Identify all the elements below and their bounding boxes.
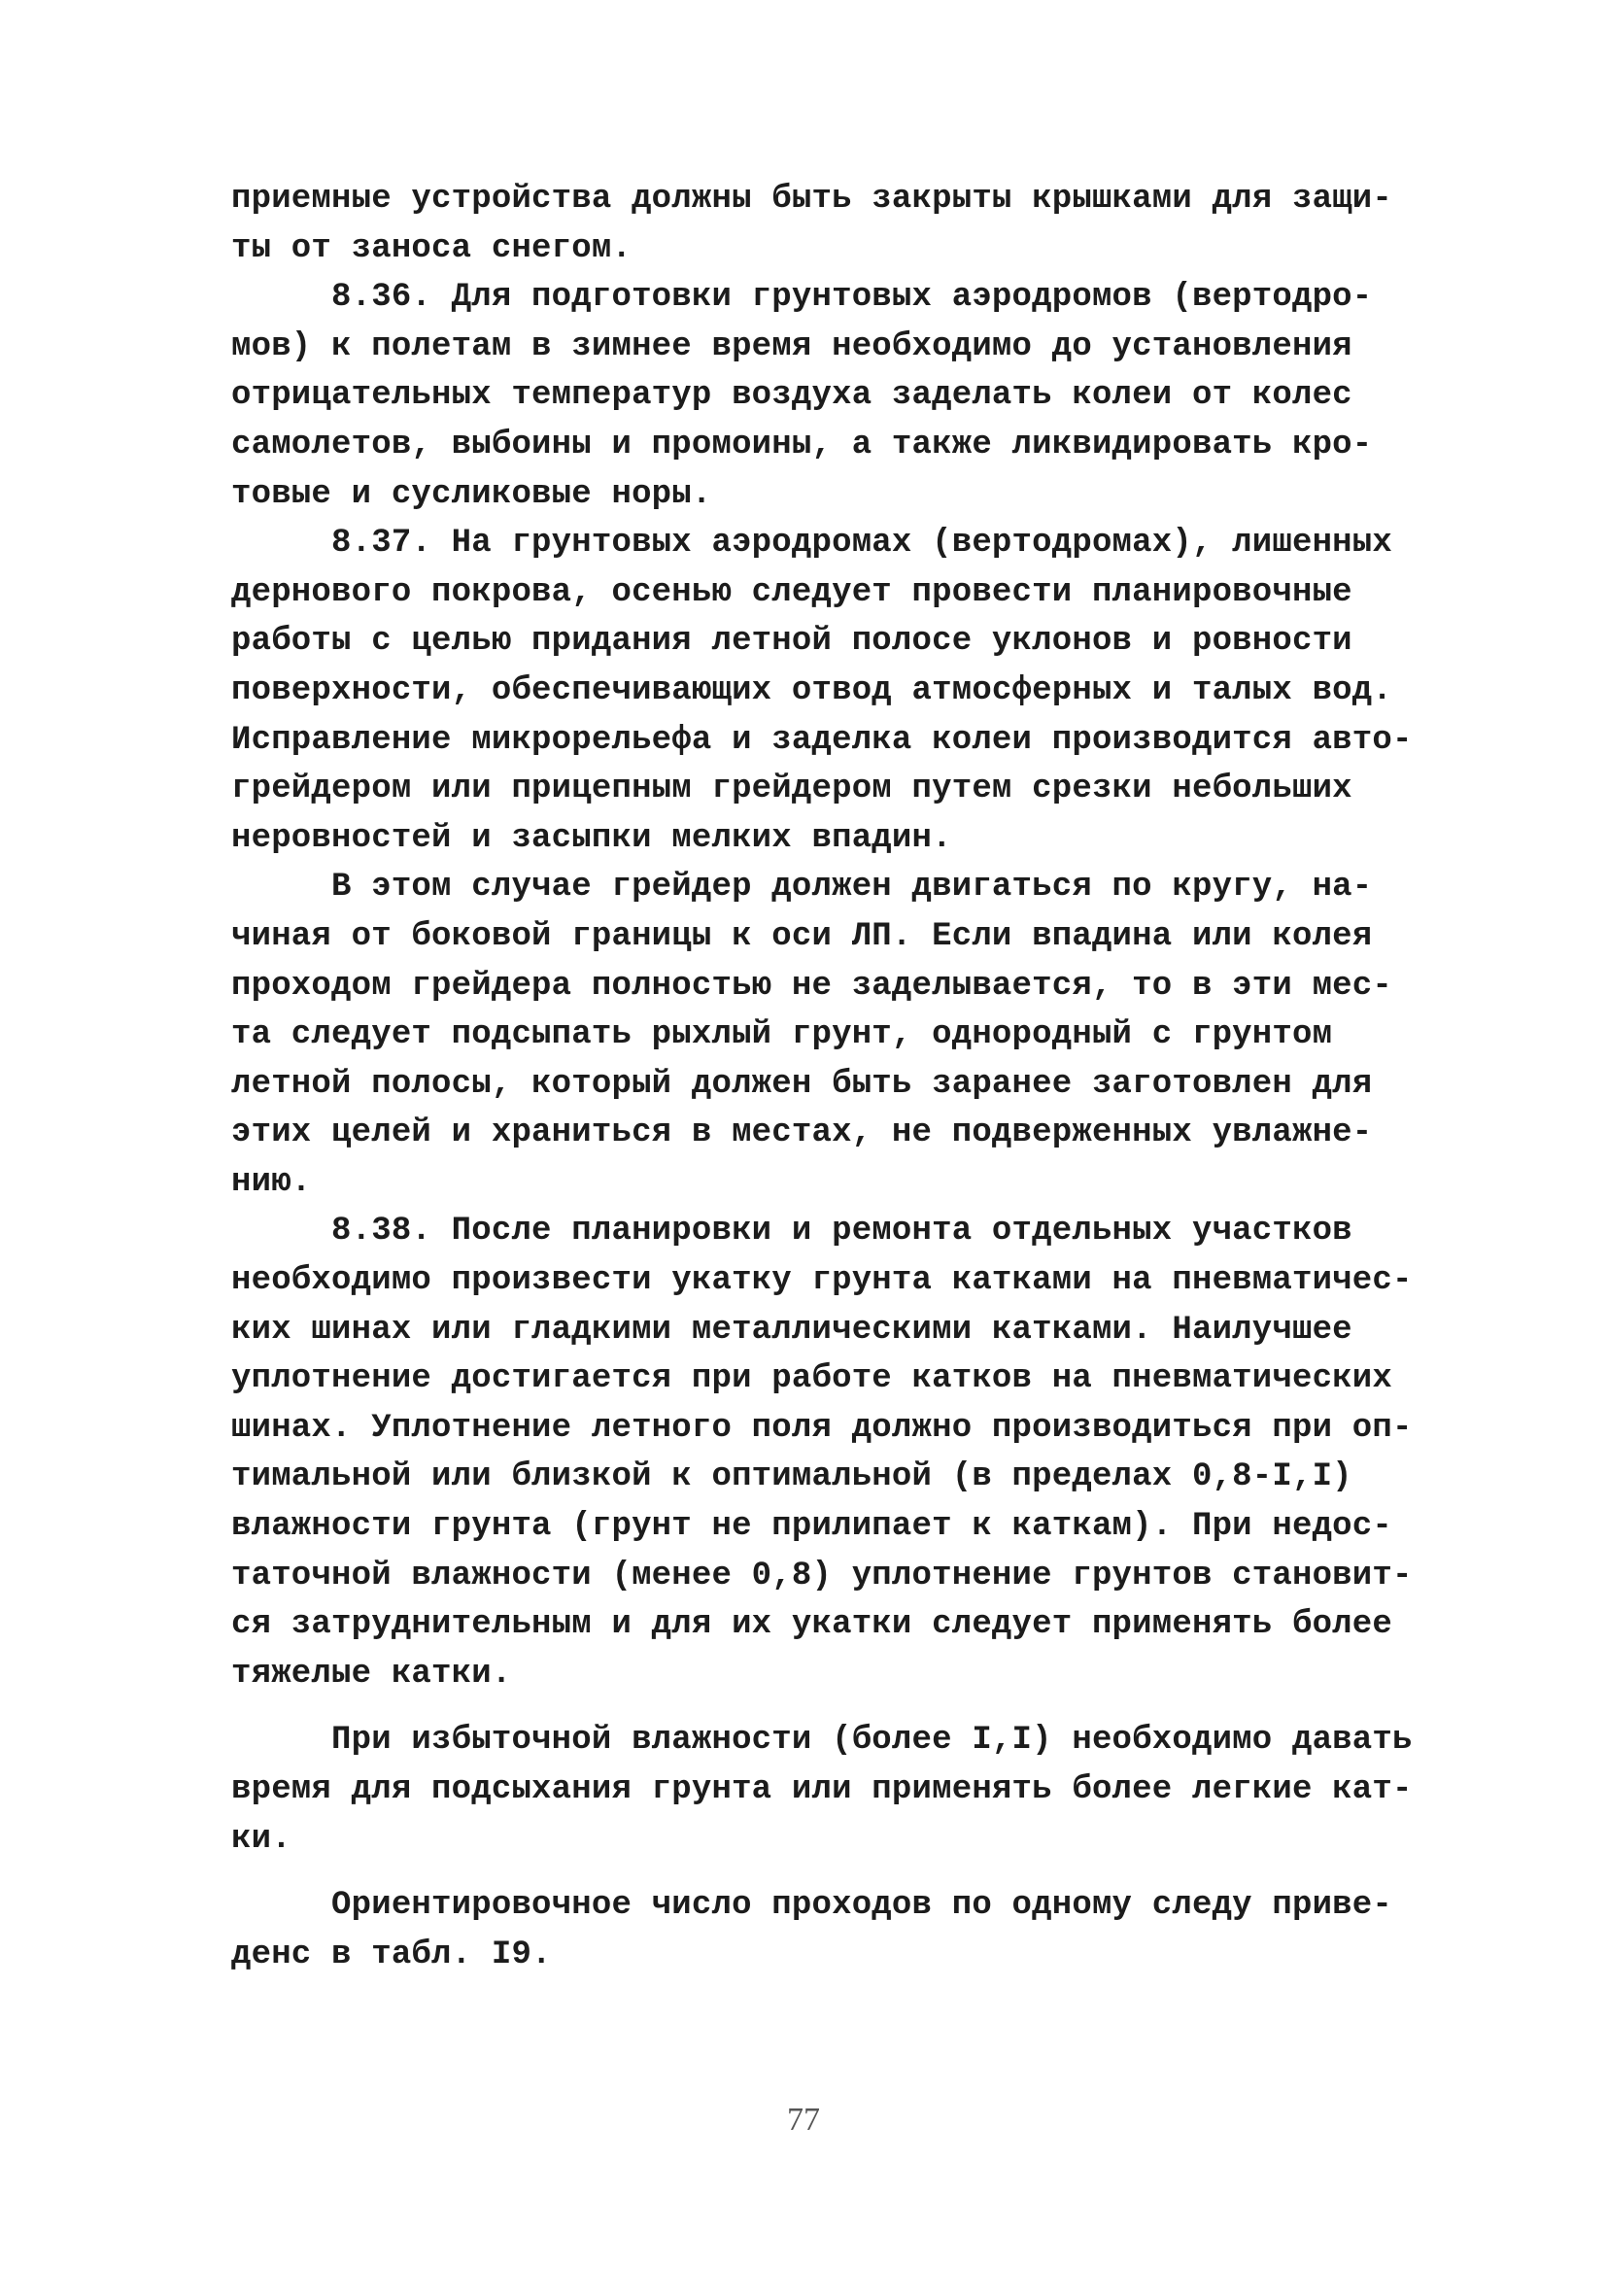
text-line: летной полосы, который должен быть заранее заготовлен для [231, 1065, 1373, 1103]
page-number: 77 [787, 2102, 820, 2138]
text-line: время для подсыхания грунта или применять более легкие кат- [231, 1771, 1413, 1808]
text-line: необходимо произвести укатку грунта катками на пневматичес- [231, 1262, 1413, 1300]
text-line: 8.37. На грунтовых аэродромах (вертодромах), лишенных [231, 525, 1392, 563]
text-line: шинах. Уплотнение летного поля должно производиться при оп- [231, 1409, 1413, 1447]
text-line: отрицательных температур воздуха заделать колеи от колес [231, 377, 1352, 415]
text-line: дернового покрова, осенью следует провести планировочные [231, 573, 1352, 611]
text-line: ты от заноса снегом. [231, 229, 633, 267]
text-line: товые и сусликовые норы. [231, 475, 712, 513]
text-line: уплотнение достигается при работе катков на пневматических [231, 1360, 1392, 1398]
text-line: ки. [231, 1820, 291, 1858]
text-line: нию. [231, 1163, 312, 1201]
text-line: мов) к полетам в зимнее время необходимо до установления [231, 327, 1352, 365]
text-line: При избыточной влажности (более I,I) необходимо давать [231, 1722, 1413, 1760]
text-line: неровностей и засыпки мелких впадин. [231, 819, 952, 857]
text-line: 8.38. После планировки и ремонта отдельных участков [231, 1213, 1352, 1251]
text-line: денс в табл. I9. [231, 1936, 552, 1973]
text-line: Ориентировочное число проходов по одному следу приве- [231, 1887, 1392, 1925]
text-line: влажности грунта (грунт не прилипает к каткам). При недос- [231, 1508, 1392, 1546]
text-line: работы с целью придания летной полосе уклонов и ровности [231, 623, 1352, 661]
text-line: та следует подсыпать рыхлый грунт, однородный с грунтом [231, 1016, 1333, 1054]
text-line: тимальной или близкой к оптимальной (в пределах 0,8-I,I) [231, 1458, 1352, 1496]
text-line: Исправление микрорельефа и заделка колеи производится авто- [231, 721, 1413, 759]
text-line: ся затруднительным и для их укатки следует применять более [231, 1606, 1392, 1644]
text-line: тяжелые катки. [231, 1655, 512, 1693]
text-line: ких шинах или гладкими металлическими катками. Наилучшее [231, 1311, 1352, 1349]
text-line: 8.36. Для подготовки грунтовых аэродромов (вертодро- [231, 279, 1373, 317]
text-line: проходом грейдера полностью не заделывается, то в эти мес- [231, 967, 1392, 1005]
text-line: этих целей и храниться в местах, не подверженных увлажне- [231, 1114, 1373, 1152]
text-line: таточной влажности (менее 0,8) уплотнение грунтов становит- [231, 1557, 1413, 1594]
text-line: В этом случае грейдер должен двигаться по кругу, на- [231, 869, 1373, 907]
text-line: поверхности, обеспечивающих отвод атмосферных и талых вод. [231, 671, 1392, 709]
text-line: чиная от боковой границы к оси ЛП. Если впадина или колея [231, 917, 1373, 955]
text-line: самолетов, выбоины и промоины, а также ликвидировать кро- [231, 426, 1373, 463]
text-line: грейдером или прицепным грейдером путем срезки небольших [231, 771, 1352, 808]
text-line: приемные устройства должны быть закрыты крышками для защи- [231, 181, 1392, 218]
body-text [231, 175, 1446, 1979]
